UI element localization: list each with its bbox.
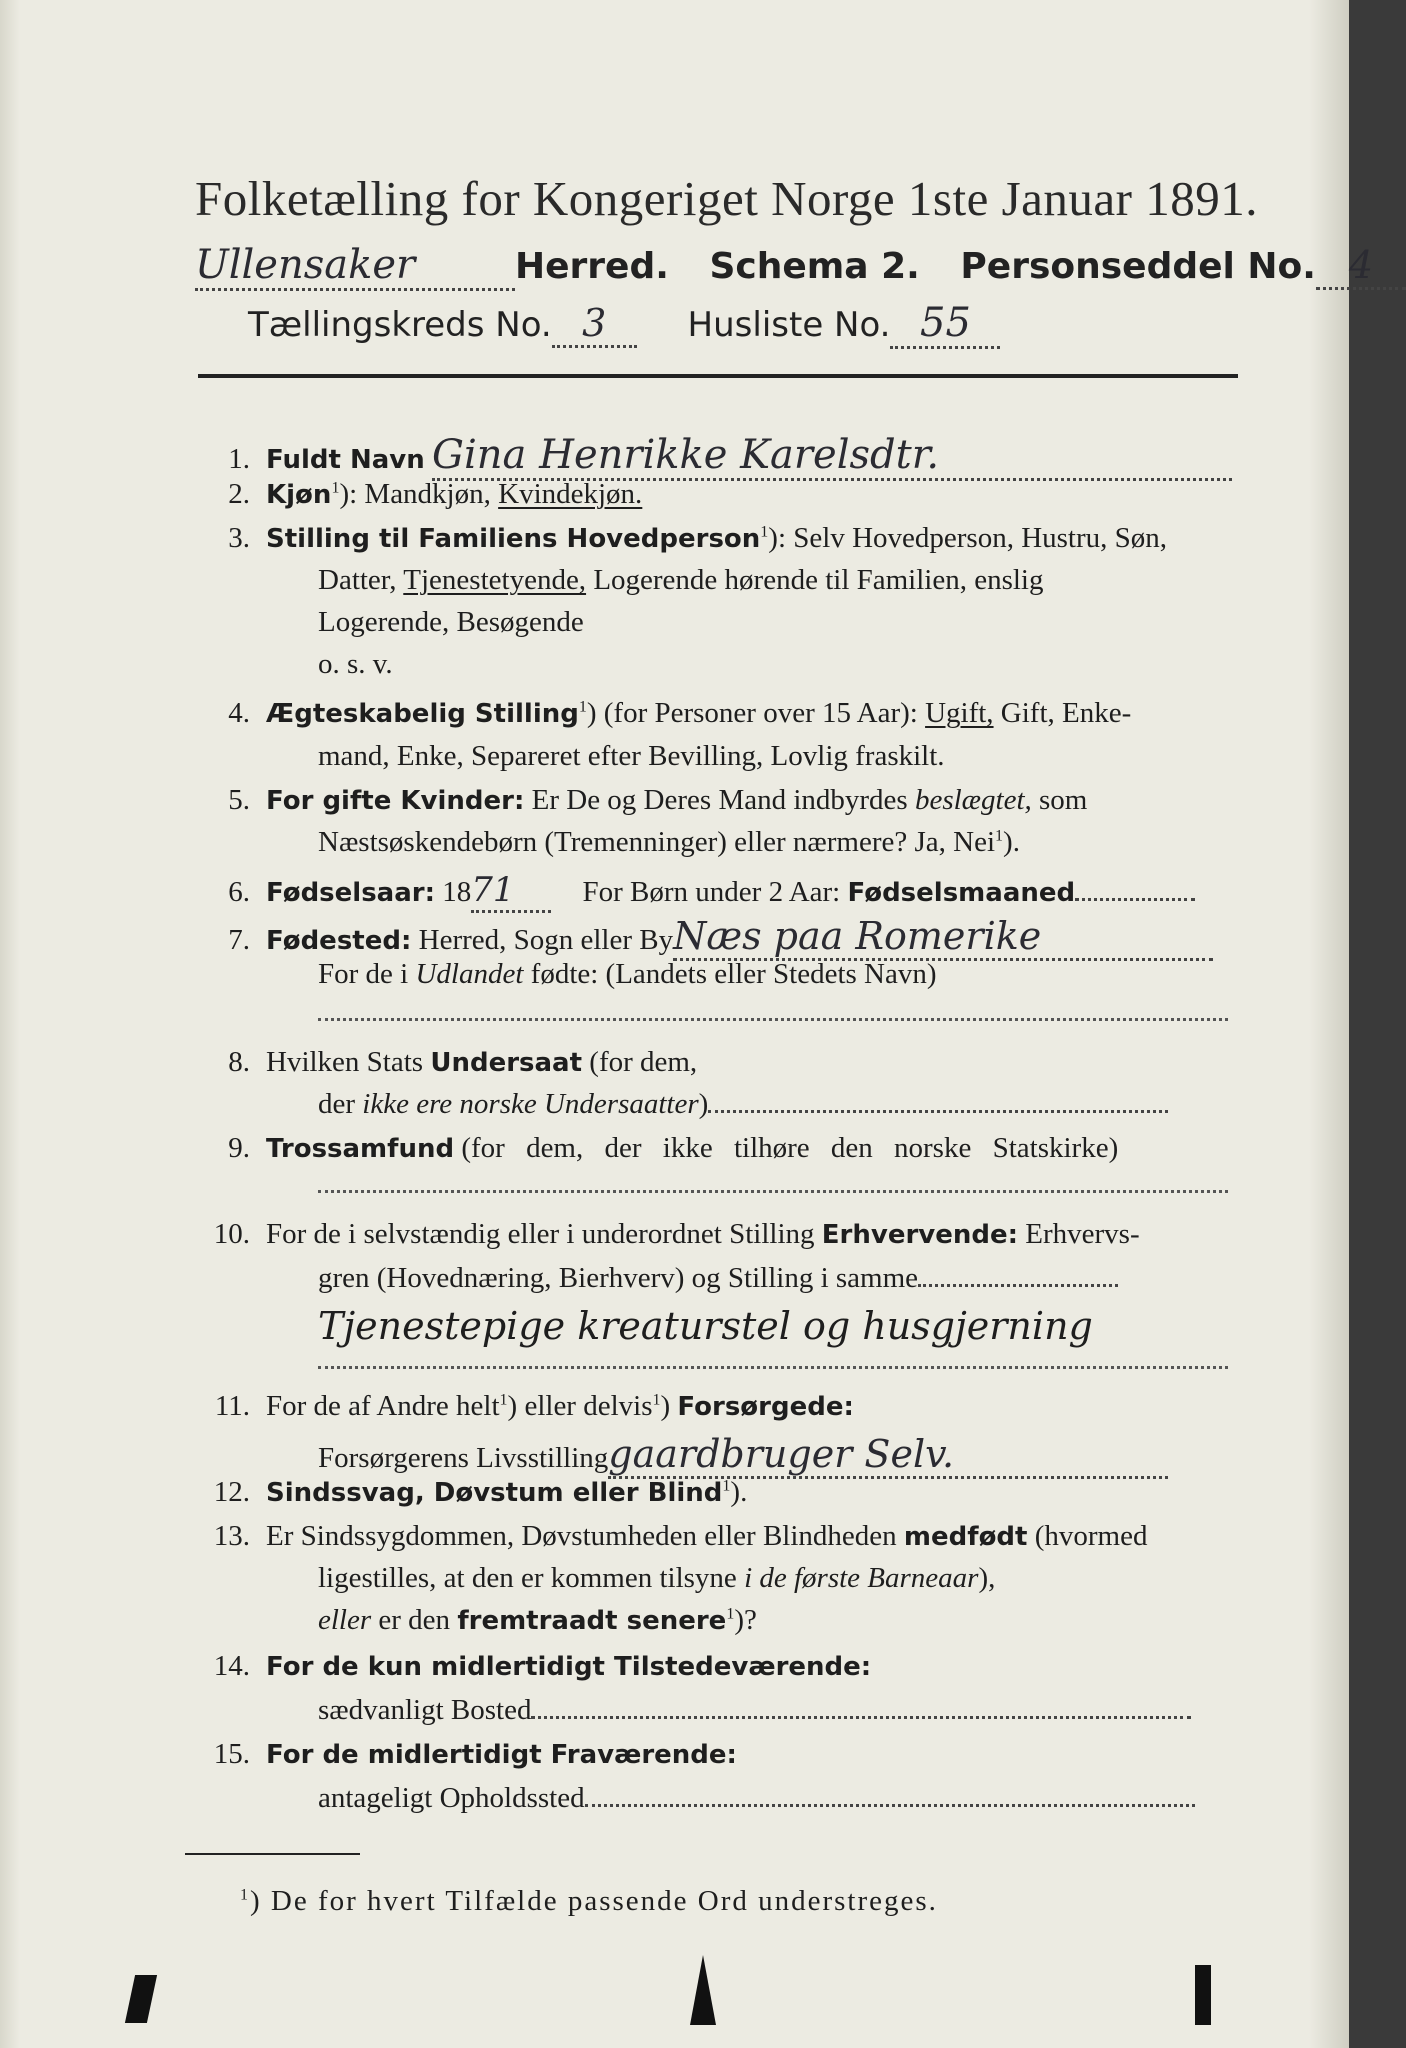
question-5: 5. For gifte Kvinder: Er De og Deres Mand indbyrdes beslægtet, som: [228, 784, 1088, 816]
question-6: 6. Fødselsaar: 1871 For Børn under 2 Aar: Fødselsmaaned: [180, 870, 1195, 913]
q3-underlined-choice: Tjenestetyende,: [403, 564, 587, 596]
q7-answer: Næs paa Romerike: [673, 914, 1042, 958]
husliste-label: Husliste No.: [687, 305, 891, 345]
scan-mark-left: [125, 1975, 157, 2023]
q5-line2: Næstsøskendebørn (Tremenninger) eller nærmere? Ja, Nei$^1$).: [318, 826, 1020, 858]
husliste-number: 55: [920, 300, 971, 346]
q1-answer: Gina Henrikke Karelsdtr.: [432, 432, 940, 478]
q11-line2: Forsørgerens Livsstillinggaardbruger Selv.: [318, 1432, 1168, 1479]
question-9: 9. Trossamfund (for dem, der ikke tilhøre den norske Statskirke): [228, 1132, 1119, 1164]
q3-line4: o. s. v.: [318, 648, 393, 680]
header-rule: [198, 374, 1238, 378]
q13-line2: ligestilles, at den er kommen tilsyne i de første Barneaar),: [318, 1562, 996, 1594]
q4-line2: mand, Enke, Separeret efter Bevilling, Lovlig fraskilt.: [318, 740, 945, 772]
kreds-line: [248, 300, 1000, 349]
question-10: 10. For de i selvstændig eller i underordnet Stilling Erhvervende: Erhvervs-: [213, 1218, 1140, 1250]
question-13: 13. Er Sindssygdommen, Døvstumheden eller Blindheden medfødt (hvormed: [213, 1520, 1148, 1552]
q7-line2: For de i Udlandet fødte: (Landets eller Stedets Navn): [318, 958, 937, 990]
question-8: 8. Hvilken Stats Undersaat (for dem,: [228, 1046, 698, 1078]
herred-label: Herred.: [515, 246, 669, 287]
personseddel-number: 4: [1348, 243, 1374, 287]
q10-line2: gren (Hovednæring, Bierhverv) og Stilling i samme: [318, 1262, 1118, 1295]
scan-mark-right: [1195, 1965, 1211, 2025]
q7-blank-line: [318, 1018, 1228, 1021]
q9-blank-line: [318, 1190, 1228, 1193]
question-1: 1. Fuldt Navn Gina Henrikke Karelsdtr.: [180, 432, 1232, 481]
schema-label: Schema 2.: [709, 246, 920, 287]
question-15: 15. For de midlertidigt Fraværende:: [213, 1738, 737, 1770]
herred-line: [195, 242, 1406, 291]
q13-line3: eller er den fremtraadt senere$^1$)?: [318, 1604, 757, 1636]
question-4: 4. Ægteskabelig Stilling$^1$) (for Personer over 15 Aar): Ugift, Gift, Enke-: [228, 697, 1132, 729]
footnote-rule: [185, 1853, 360, 1855]
q1-label: Fuldt Navn: [266, 445, 425, 475]
page-edge-right: [1309, 0, 1349, 2048]
form-title: Folketælling for Kongeriget Norge 1ste Januar 1891.: [195, 171, 1258, 226]
q3-line3: Logerende, Besøgende: [318, 606, 584, 638]
kreds-number: 3: [582, 301, 607, 345]
q6-answer: 71: [471, 870, 515, 910]
question-7: 7. Fødested: Herred, Sogn eller ByNæs paa Romerike: [180, 914, 1213, 961]
question-14: 14. For de kun midlertidigt Tilstedeværende:: [213, 1650, 872, 1682]
question-12: 12. Sindssvag, Døvstum eller Blind$^1$).: [213, 1476, 748, 1508]
q14-line2: sædvanligt Bosted: [318, 1694, 1191, 1727]
personseddel-label: Personseddel No.: [960, 246, 1316, 287]
kreds-label: Tællingskreds No.: [248, 305, 552, 345]
scan-mark-center: [690, 1955, 716, 2025]
question-2: 2. Kjøn$^1$): Mandkjøn, Kvindekjøn.: [228, 478, 643, 510]
q10-blank-line: [318, 1366, 1228, 1369]
q4-underlined-choice: Ugift,: [925, 697, 994, 729]
q3-line2: Datter, Tjenestetyende, Logerende hørende til Familien, enslig: [318, 564, 1044, 596]
footnote: $^1$) De for hvert Tilfælde passende Ord understreges.: [240, 1885, 938, 1917]
q10-answer: Tjenestepige kreaturstel og husgjerning: [318, 1304, 1093, 1348]
question-11: 11. For de af Andre helt$^1$) eller delvis$^1$) Forsørgede:: [214, 1390, 854, 1422]
q2-underlined-choice: Kvindekjøn.: [498, 478, 643, 510]
q15-line2: antageligt Opholdssted: [318, 1782, 1195, 1815]
page-edge-left: [0, 0, 20, 2048]
q11-answer: gaardbruger Selv.: [608, 1432, 955, 1476]
q8-line2: der ikke ere norske Undersaatter): [318, 1088, 1168, 1121]
herred-handwritten: Ullensaker: [195, 242, 416, 288]
question-3: 3. Stilling til Familiens Hovedperson$^1$): Selv Hovedperson, Hustru, Søn,: [228, 522, 1168, 554]
